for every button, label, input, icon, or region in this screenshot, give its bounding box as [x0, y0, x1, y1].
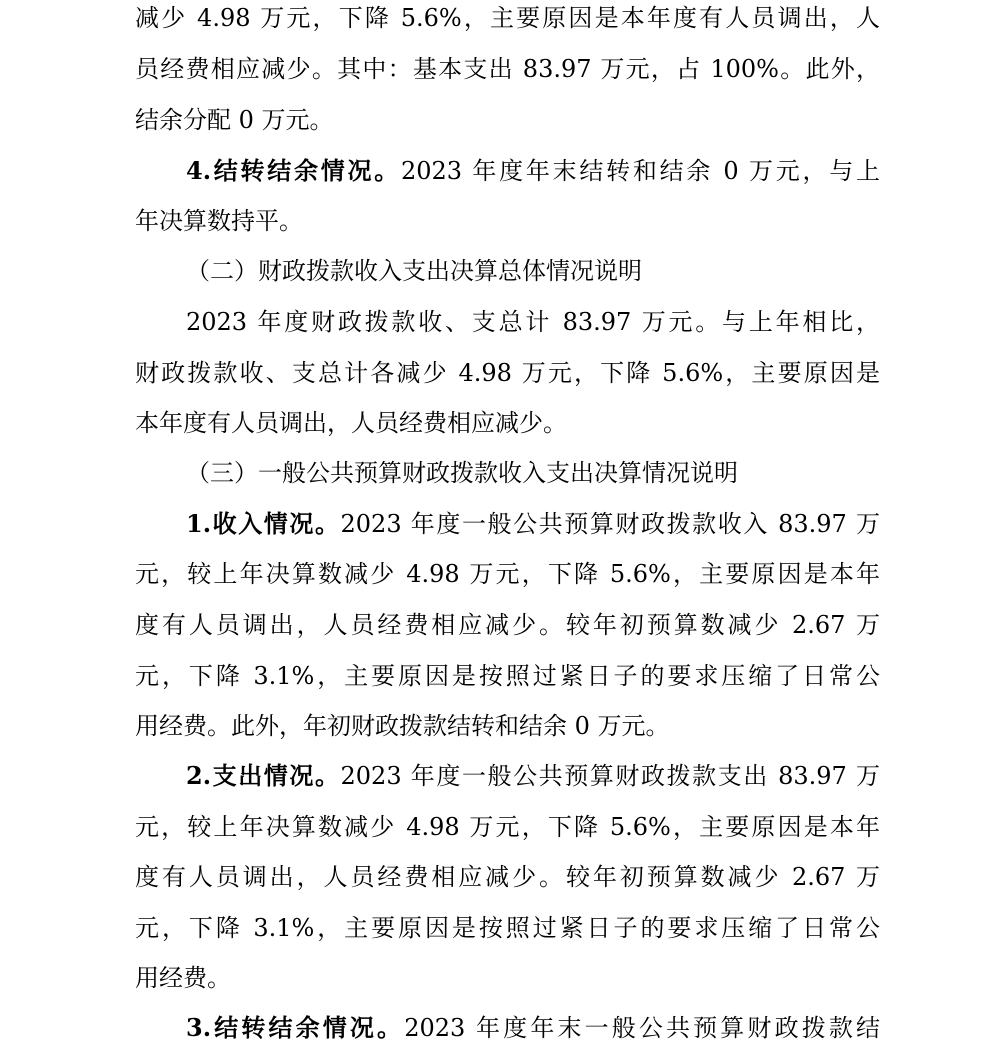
- text-line-12: 元，较上年决算数减少 4.98 万元，下降 5.6%，主要原因是本年: [135, 560, 880, 588]
- section-4-carryover-line: [186, 146, 880, 196]
- subsection-heading-2: （二）财政拨款收入支出决算总体情况说明: [186, 257, 642, 285]
- section-3-carryover-title: 3.结转结余情况。: [186, 1013, 405, 1042]
- text-line-1: 减少 4.98 万元，下降 5.6%，主要原因是本年度有人员调出，人: [135, 4, 880, 32]
- text-line-14: 元，下降 3.1%，主要原因是按照过紧日子的要求压缩了日常公: [135, 662, 880, 690]
- text-line-2: 员经费相应减少。其中：基本支出 83.97 万元，占 100%。此外，: [135, 55, 880, 83]
- text-line-9: 本年度有人员调出，人员经费相应减少。: [135, 409, 567, 437]
- text-line-15: 用经费。此外，年初财政拨款结转和结余 0 万元。: [135, 712, 670, 740]
- expenditure-title: 2.支出情况。: [186, 761, 341, 790]
- income-line: [186, 499, 880, 549]
- text-line-18: 度有人员调出，人员经费相应减少。较年初预算数减少 2.67 万: [135, 863, 880, 891]
- text-line-7: 2023 年度财政拨款收、支总计 83.97 万元。与上年相比，: [186, 308, 880, 336]
- text-line-13: 度有人员调出，人员经费相应减少。较年初预算数减少 2.67 万: [135, 611, 880, 639]
- text-line-17: 元，较上年决算数减少 4.98 万元，下降 5.6%，主要原因是本年: [135, 813, 880, 841]
- income-title: 1.收入情况。: [186, 509, 341, 538]
- text-line-19: 元，下降 3.1%，主要原因是按照过紧日子的要求压缩了日常公: [135, 914, 880, 942]
- text-line-8: 财政拨款收、支总计各减少 4.98 万元，下降 5.6%，主要原因是: [135, 359, 880, 387]
- text-line-20: 用经费。: [135, 964, 231, 992]
- section-4-carryover-title: 4.结转结余情况。: [186, 156, 401, 185]
- expenditure-line: [186, 751, 880, 801]
- text-line-5: 年决算数持平。: [135, 207, 303, 235]
- section-4-carryover-text: 2023 年度年末结转和结余 0 万元，与上: [400, 157, 880, 185]
- subsection-heading-3: （三）一般公共预算财政拨款收入支出决算情况说明: [186, 459, 738, 487]
- income-text: 2023 年度一般公共预算财政拨款收入 83.97 万: [340, 510, 880, 538]
- text-line-3: 结余分配 0 万元。: [135, 106, 334, 134]
- expenditure-text: 2023 年度一般公共预算财政拨款支出 83.97 万: [340, 762, 880, 790]
- section-3-carryover-line: [186, 1003, 880, 1044]
- section-3-carryover-text: 2023 年度年末一般公共预算财政拨款结: [404, 1014, 880, 1042]
